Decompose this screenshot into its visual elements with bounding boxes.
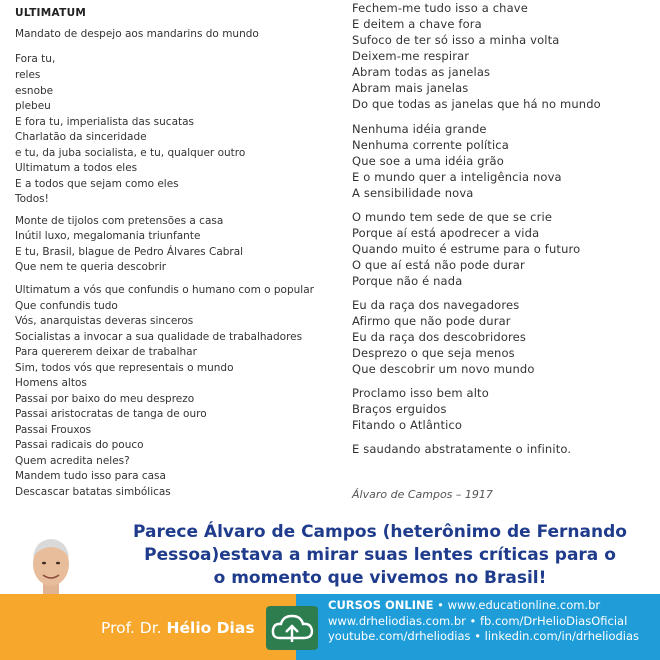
professor-prefix: Prof. Dr. (101, 619, 162, 637)
cloud-upload-icon (266, 606, 318, 650)
poem-line: Porque aí está apodrecer a vida (352, 226, 540, 240)
poem-line: Fitando o Atlântico (352, 418, 463, 432)
poem-line: Proclamo isso bem alto (352, 386, 489, 400)
poem-line: Descascar batatas simbólicas (15, 486, 171, 498)
poem-line: Do que todas as janelas que há no mundo (352, 97, 601, 111)
poem-line: Deixem-me respirar (352, 49, 470, 63)
poem-signature: Álvaro de Campos – 1917 (352, 488, 493, 501)
poem-line: Quando muito é estrume para o futuro (352, 242, 581, 256)
contact-line[interactable]: youtube.com/drheliodias • linkedin.com/in/drheliodias (328, 629, 640, 643)
poem-line: Fechem-me tudo isso a chave (352, 1, 528, 15)
poem-line: E tu, Brasil, blague de Pedro Álvares Cabral (15, 246, 244, 258)
poem-line: Que descobrir um novo mundo (352, 362, 535, 376)
professor-name (101, 619, 255, 637)
poem-line: Passai aristocratas de tanga de ouro (15, 408, 207, 420)
poem-line: Sim, todos vós que representais o mundo (15, 362, 234, 374)
courses-label: CURSOS ONLINE (328, 598, 434, 612)
poem-line: Vós, anarquistas deveras sinceros (15, 315, 194, 327)
poem-line: Charlatão da sinceridade (15, 131, 147, 143)
poem-line: Nenhuma corrente política (352, 138, 509, 152)
poem-line: Homens altos (15, 377, 87, 389)
poem-title: ULTIMATUM (15, 7, 87, 19)
headline-line: Parece Álvaro de Campos (heterônimo de Fernando (133, 522, 627, 542)
poem-line: Fora tu, (15, 53, 56, 65)
poem-line: Monte de tijolos com pretensões a casa (15, 215, 224, 227)
professor-surname: Hélio Dias (166, 619, 255, 637)
poem-line: Desprezo o que seja menos (352, 346, 515, 360)
poem-line: Porque não é nada (352, 274, 463, 288)
poem-line: O que aí está não pode durar (352, 258, 525, 272)
poem-line: Ultimatum a vós que confundis o humano com o popular (15, 284, 314, 296)
poem-line: Eu da raça dos descobridores (352, 330, 527, 344)
poem-line: Braços erguidos (352, 402, 447, 416)
poem-line: Quem acredita neles? (15, 455, 130, 467)
poem-line: Mandem tudo isso para casa (15, 470, 166, 482)
poem-line: Nenhuma idéia grande (352, 122, 487, 136)
poem-subtitle: Mandato de despejo aos mandarins do mundo (15, 28, 259, 40)
poem-line: Ultimatum a todos eles (15, 162, 138, 174)
poem-line: Que nem te queria descobrir (15, 261, 167, 273)
headline-line: o momento que vivemos no Brasil! (213, 568, 547, 588)
poem-line: plebeu (15, 100, 51, 112)
poem-line: O mundo tem sede de que se crie (352, 210, 553, 224)
headline-line: Pessoa)estava a mirar suas lentes críticas para o (144, 545, 616, 565)
poem-line: Abram mais janelas (352, 81, 469, 95)
poem-line: e tu, da juba socialista, e tu, qualquer outro (15, 147, 246, 159)
poem-line: E o mundo quer a inteligência nova (352, 170, 562, 184)
poem-line: Que soe a uma idéia grão (352, 154, 504, 168)
poem-line: Para quererem deixar de trabalhar (15, 346, 197, 358)
contact-line[interactable]: www.drheliodias.com.br • fb.com/DrHelioDiasOficial (328, 613, 628, 628)
poem-line: Eu da raça dos navegadores (352, 298, 520, 312)
poem-line: E deitem a chave fora (352, 17, 482, 31)
poem-line: reles (15, 69, 41, 81)
poem-line: Socialistas a invocar a sua qualidade de trabalhadores (15, 331, 303, 343)
poem-line: A sensibilidade nova (352, 186, 474, 200)
poem-line: esnobe (15, 85, 54, 97)
poem-line: E a todos que sejam como eles (15, 178, 179, 190)
courses-link[interactable]: www.educationline.com.br (447, 598, 601, 612)
poem-line: Que confundis tudo (15, 300, 118, 312)
poem-line: Todos! (15, 193, 49, 205)
poem-line: Passai radicais do pouco (15, 439, 144, 451)
poem-line: Passai Frouxos (15, 424, 92, 436)
poem-line: E fora tu, imperialista das sucatas (15, 116, 195, 128)
poem-line: Sufoco de ter só isso a minha volta (352, 33, 560, 47)
footer-contact-info: CURSOS ONLINE • www.educationline.com.br www.drheliodias.com.br • fb.com/DrHelioDiasOficial youtube.com/drheliodias • linkedin.com/in/drheliodias (328, 598, 640, 643)
banner-headline (100, 521, 660, 590)
poem-line: Inútil luxo, megalomania triunfante (15, 230, 201, 242)
poem-line: E saudando abstratamente o infinito. (352, 442, 572, 456)
poem-line: Abram todas as janelas (352, 65, 491, 79)
poem-line: Afirmo que não pode durar (352, 314, 511, 328)
poem-line: Passai por baixo do meu desprezo (15, 393, 195, 405)
